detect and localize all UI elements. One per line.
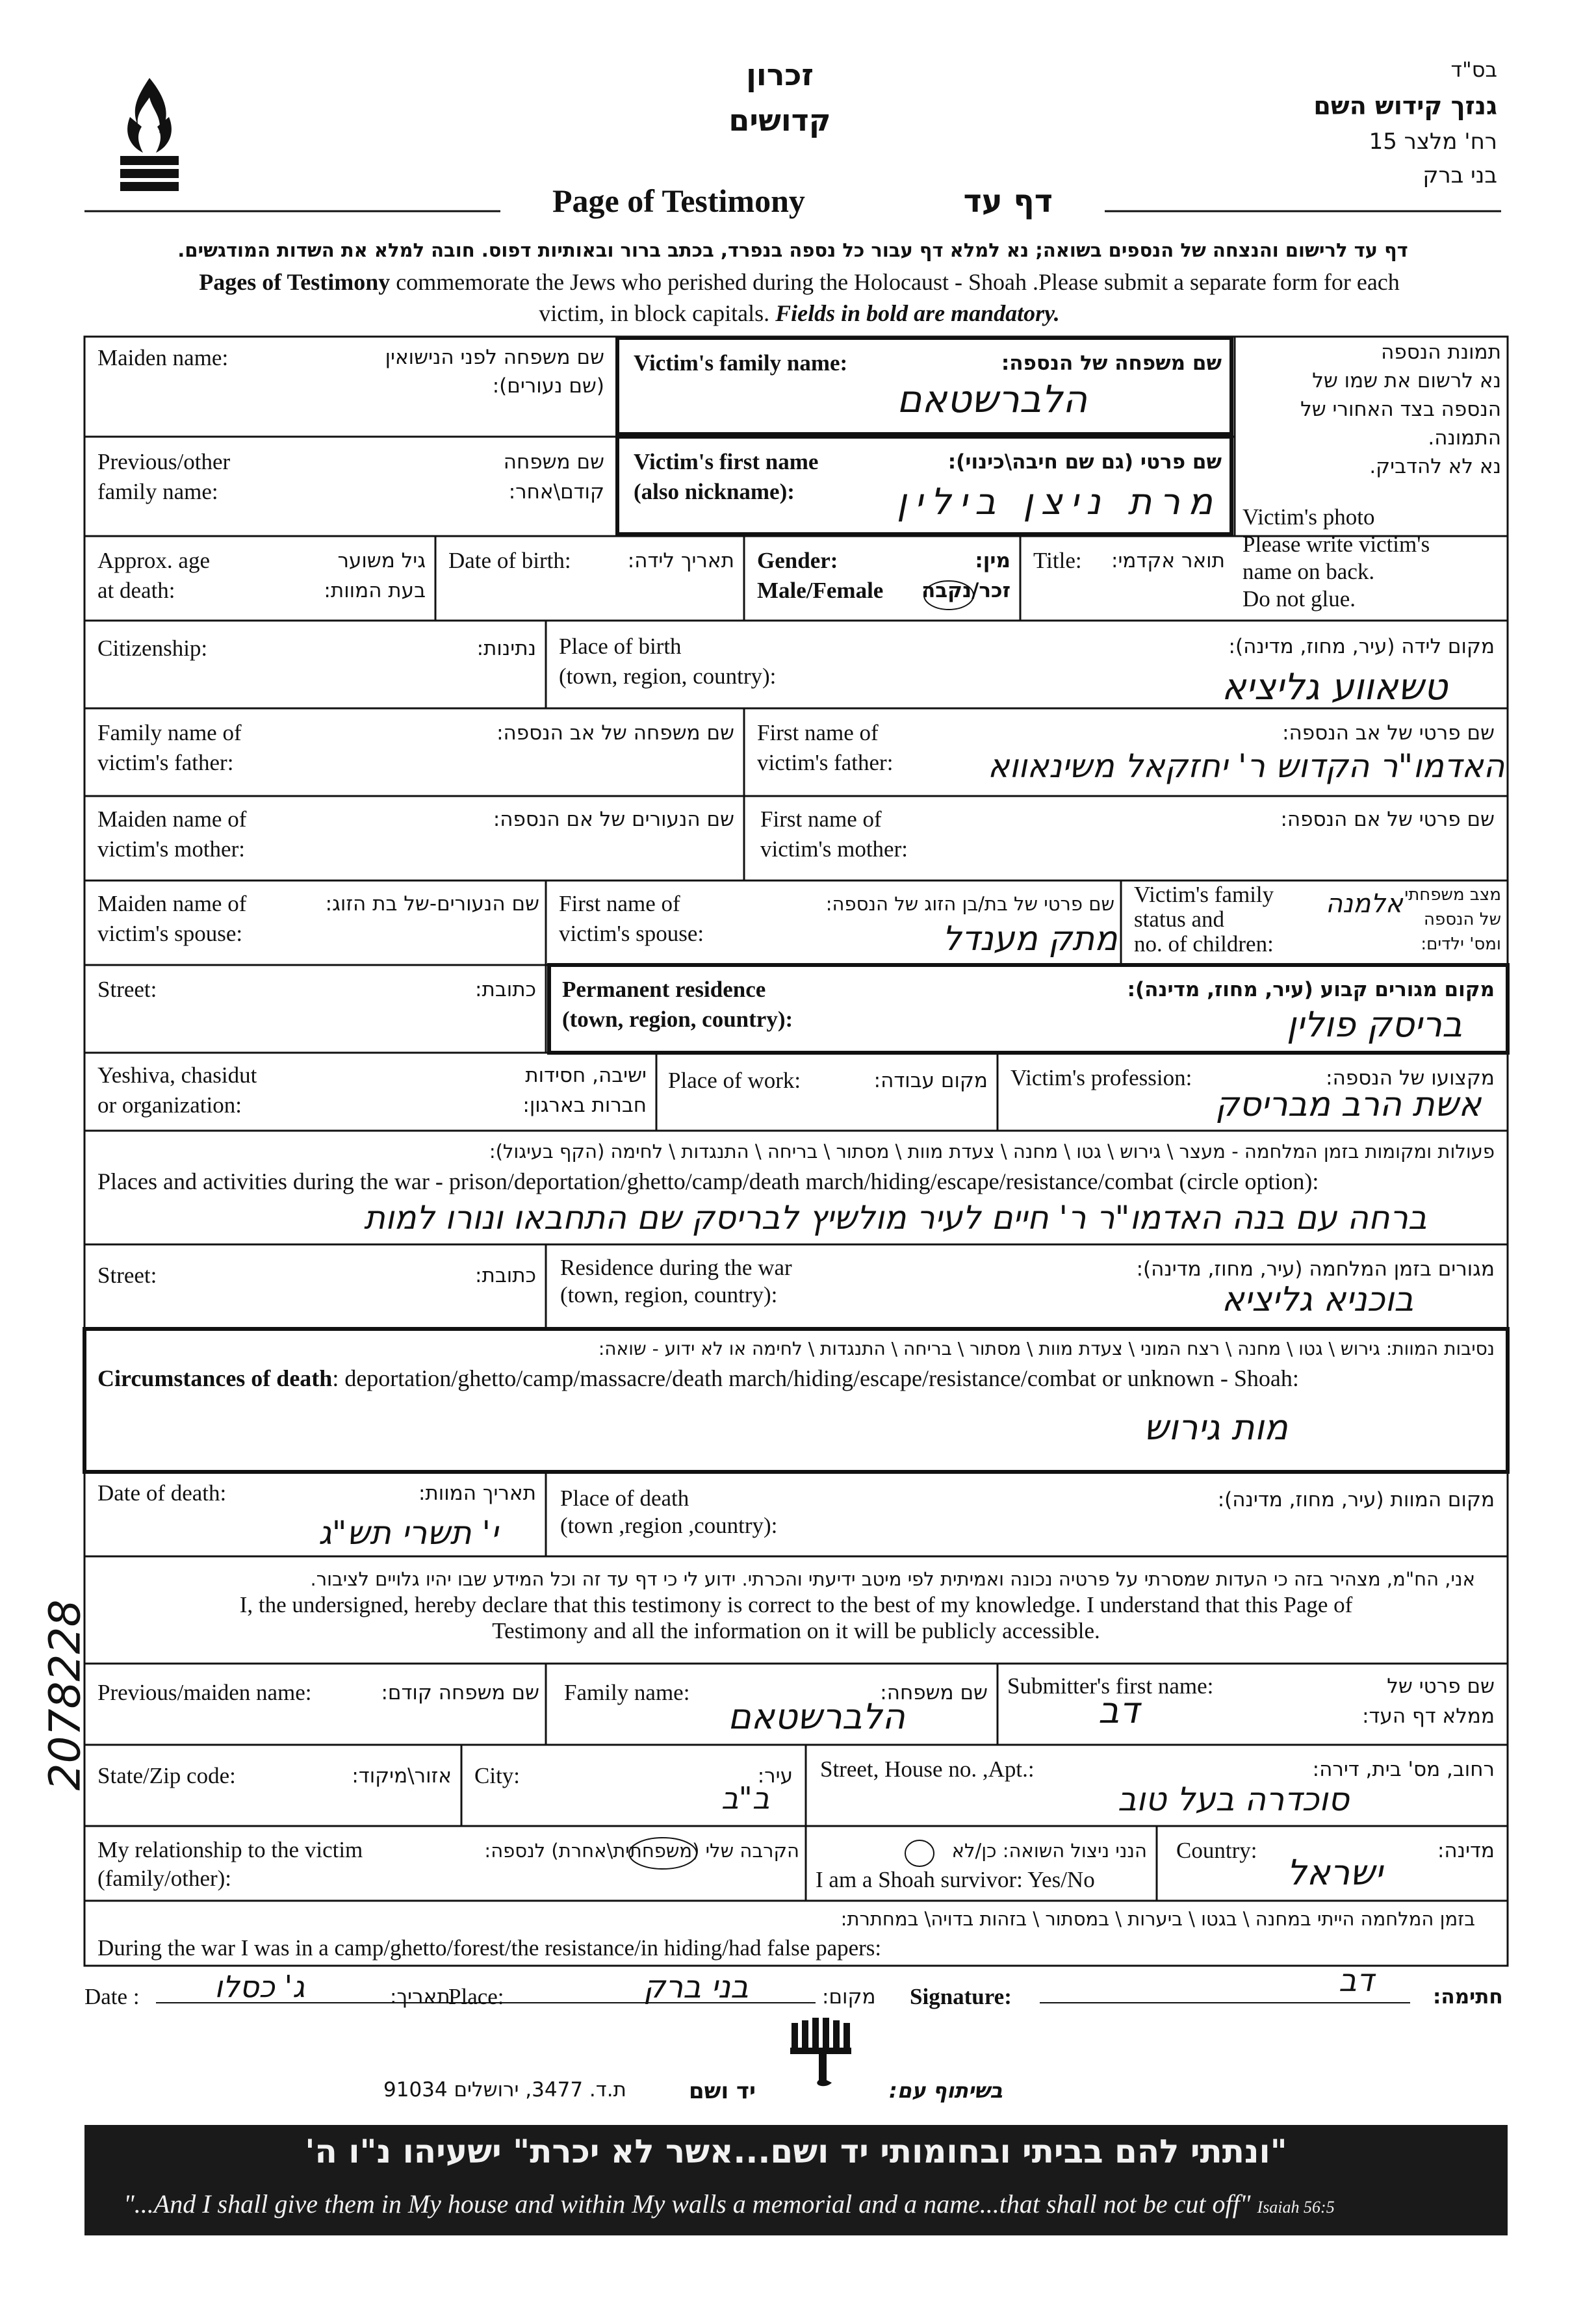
perm-res-label-2: (town, region, country):: [562, 1007, 793, 1032]
yeshiva-label-he: [455, 1061, 647, 1120]
street-house-value[interactable]: סוכדרה בעל טוב: [1118, 1781, 1350, 1818]
yad-vashem-address: ת.ד. 3477, ירושלים 91034: [383, 2078, 626, 2102]
activities-value[interactable]: ברחה עם בנה האדמו"ר ר' חיים לעיר מולשיץ לבריסק שם התחבאו ונורו למות: [364, 1199, 1427, 1237]
signature-label-he: חתימה:: [1433, 1985, 1503, 2009]
prev-family-he-1: שם משפחה: [503, 450, 604, 474]
gender-label: [757, 546, 883, 606]
prev-family-label-2: family name:: [97, 479, 218, 504]
circumstances-label: [97, 1363, 1299, 1393]
spouse-maiden-label-he: שם הנעורים-של בת הזוג:: [325, 892, 539, 916]
activities-label-he: פעולות ומקומות בזמן המלחמה - מעצר \ גירוש \ גטו \ מחנה \ צעדת מוות \ מסתור \ בריחה \ התנגדות \ לחימה (הקף בעיגול):: [489, 1140, 1495, 1163]
profession-value[interactable]: אשת הרב מבריסק: [1215, 1085, 1482, 1124]
spouse-first-label-1: First name of: [559, 891, 680, 916]
family-status-label-3: no. of children:: [1134, 931, 1274, 957]
photo-he-2: נא לרשום את שמו של: [1312, 369, 1501, 392]
mother-maiden-label-1: Maiden name of: [97, 806, 247, 832]
victim-family-label: Victim's family name:: [634, 350, 848, 376]
yeshiva-label: [97, 1061, 257, 1120]
signature-value[interactable]: דב: [1339, 1962, 1374, 1999]
spouse-maiden-label-1: Maiden name of: [97, 891, 247, 916]
banner-hebrew: "ונתתי להם בביתי ובחומותי יד ושם...אשר לא יכרת" ישעיהו נ"ו ה': [305, 2133, 1287, 2170]
city-value[interactable]: ב"ב: [721, 1781, 770, 1816]
photo-en-3: name on back.: [1242, 559, 1375, 584]
father-first-label-2: victim's father:: [757, 750, 894, 775]
quote-banner: [84, 2125, 1508, 2235]
yad-vashem-logo: [786, 2018, 858, 2096]
country-label: Country:: [1176, 1838, 1257, 1863]
profession-label-he: מקצועו של הנספה:: [1326, 1066, 1495, 1090]
declaration-en-1: I, the undersigned, hereby declare that this testimony is correct to the best of my knowledge. I understand that this Page of: [239, 1592, 1353, 1617]
declaration-en-2: Testimony and all the information on it will be publicly accessible.: [492, 1618, 1100, 1643]
dod-label-he: תאריך המוות:: [418, 1482, 536, 1505]
photo-he-3: הנספה בצד האחורי של: [1300, 398, 1501, 421]
victim-first-value[interactable]: מרת ניצן בילין: [897, 481, 1220, 523]
street-label: Street:: [97, 977, 157, 1002]
center-title-line2: קדושים: [728, 103, 831, 138]
dod-label: Date of death:: [97, 1480, 227, 1506]
pob-label-he: מקום לידה (עיר, מחוז, מדינה):: [1228, 635, 1495, 658]
center-title-line1: זכרון: [746, 57, 814, 92]
citizenship-label-he: נתינות:: [476, 637, 536, 660]
profession-label: Victim's profession:: [1010, 1065, 1192, 1090]
org-address: רח' מלצר 15: [1369, 129, 1497, 155]
father-family-label-2: victim's father:: [97, 750, 234, 775]
mother-maiden-label-he: שם הנעורים של אם הנספה:: [493, 808, 734, 831]
intro-mandatory: Fields in bold are mandatory.: [775, 300, 1060, 326]
yeshiva-label-2: or organization:: [97, 1092, 242, 1118]
pob-label-2: (town, region, country):: [559, 663, 777, 689]
title-label: Title:: [1033, 548, 1082, 573]
father-first-value[interactable]: האדמו"ר הקדוש ר' יחזקאל משינאווא: [988, 747, 1505, 785]
family-status-he-2: של הנספה: [1424, 910, 1501, 929]
victim-first-label: [634, 447, 818, 507]
pob-label: [559, 632, 776, 691]
family-status-label-1: Victim's family: [1134, 882, 1274, 907]
relationship-label-he[interactable]: הקרבה שלי (משפחתית\אחרת) לנספה:: [484, 1840, 799, 1862]
victim-family-value[interactable]: הלברשטאם: [897, 377, 1088, 421]
sub-family-label: Family name:: [564, 1680, 690, 1705]
age-label-he: [279, 546, 426, 606]
yeshiva-he-2: חברות בארגון:: [522, 1094, 647, 1117]
pod-label-2: (town ,region ,country):: [560, 1513, 778, 1538]
prev-family-he-2: קודם\אחר:: [508, 480, 604, 504]
maiden-name-label: Maiden name:: [97, 345, 229, 370]
perm-res-label-he: מקום מגורים קבוע (עיר, מחוז, מדינה):: [1127, 978, 1495, 1001]
place-value[interactable]: בני ברק: [643, 1969, 749, 2005]
relationship-label-1: My relationship to the victim: [97, 1837, 363, 1862]
photo-en-4: Do not glue.: [1242, 586, 1356, 611]
victim-first-label-he: שם פרטי (גם שם חיבה\כינוי):: [947, 450, 1222, 474]
photo-en-1: Victim's photo: [1242, 504, 1375, 530]
mother-first-label: [760, 804, 908, 864]
spouse-maiden-label: [97, 889, 246, 949]
gender-he-1: מין:: [975, 549, 1010, 573]
perm-res-value[interactable]: בריסק פולין: [1287, 1004, 1463, 1045]
declaration-he: אני, הח"מ, מצהיר בזה כי העדות שמסרתי על פרטיה נכונה ואמיתית לפי מיטב ידיעתי והכרתי. ידוע לי כי דף עד זה וכל המידע שבו יהיו גלויים לציבור.: [310, 1568, 1475, 1590]
intro-hebrew: דף עד לרישום והנצחה של הנספים בשואה; נא למלא דף עבור כל נספה בנפרד, בכתב ברור ובאותיות דפוס. חובה למלא את השדות המודגשים.: [177, 239, 1408, 261]
father-first-label-1: First name of: [757, 720, 879, 745]
victim-first-label-1: Victim's first name: [634, 449, 819, 474]
perm-res-label: [562, 975, 793, 1035]
intro-line2: victim, in block capitals.: [539, 300, 776, 326]
war-res-label: [560, 1254, 792, 1309]
prev-family-label-1: Previous/other: [97, 449, 231, 474]
age-he-1: גיל משוער: [337, 549, 426, 573]
street-house-label: Street, House no. ,Apt.:: [820, 1756, 1035, 1782]
family-status-label-2: status and: [1134, 907, 1225, 932]
war-res-label-2: (town, region, country):: [560, 1282, 778, 1307]
photo-he-4: התמונה.: [1428, 426, 1501, 450]
citizenship-label: Citizenship:: [97, 636, 208, 661]
date-value[interactable]: ג' כסלו: [214, 1969, 305, 2004]
spouse-first-label-he: שם פרטי של בת/בן הזוג של הנספה:: [825, 893, 1114, 915]
declaration-en: [97, 1592, 1495, 1644]
place-label-he: מקום:: [822, 1985, 876, 2009]
gender-he-2[interactable]: זכר/נקבה: [921, 579, 1010, 602]
zip-label-he: אזור\מיקוד:: [352, 1764, 452, 1788]
family-status-he-1: מצב משפחתי: [1404, 885, 1501, 905]
war-street-label: Street:: [97, 1263, 157, 1288]
circumstances-label-he: נסיבות המוות: גירוש \ גטו \ מחנה \ רצח המוני \ צעדת מוות \ מסתור \ בריחה \ התנגדות \ לחימה או לא ידוע - שואה:: [598, 1338, 1495, 1359]
father-first-label: [757, 718, 893, 778]
war-me-label-he: בזמן המלחמה הייתי במחנה \ בגטו \ ביערות \ במסתור \ בזהות בדויה\ במחתרת:: [840, 1908, 1475, 1930]
circumstances-value[interactable]: מות גירוש: [1144, 1407, 1288, 1448]
war-res-label-1: Residence during the war: [560, 1255, 792, 1280]
pod-label-he: מקום המוות (עיר, מחוז, מדינה):: [1217, 1488, 1495, 1512]
org-name: גנזך קידוש השם: [1313, 92, 1497, 120]
age-label: [97, 546, 210, 606]
war-me-label: During the war I was in a camp/ghetto/forest/the resistance/in hiding/had false papers:: [97, 1935, 882, 1961]
gender-label-2: Male/Female: [757, 578, 884, 603]
dob-label: Date of birth:: [448, 548, 571, 573]
sub-first-he-2: ממלא דף העד:: [1362, 1705, 1495, 1728]
circumstances-label-rest: : deportation/ghetto/camp/massacre/death march/hiding/escape/resistance/combat or unknown - Shoah:: [332, 1365, 1299, 1391]
zip-label: State/Zip code:: [97, 1763, 236, 1788]
pob-value[interactable]: טשאווע גליציא: [1222, 666, 1448, 708]
page-title-en: Page of Testimony: [552, 183, 805, 219]
photo-he-5: נא לא להדביק.: [1369, 455, 1501, 478]
city-label-he: עיר:: [757, 1764, 793, 1788]
prev-family-label-he: [455, 447, 604, 507]
sub-family-label-he: שם משפחה:: [880, 1681, 988, 1705]
city-label: City:: [474, 1763, 521, 1788]
pod-label: [560, 1485, 777, 1539]
country-label-he: מדינה:: [1437, 1839, 1495, 1862]
sub-prev-label: Previous/maiden name:: [97, 1680, 312, 1705]
age-label-1: Approx. age: [97, 548, 211, 573]
sub-first-value[interactable]: דב: [1098, 1690, 1139, 1732]
street-label-he: כתובת:: [475, 978, 536, 1001]
survivor-label-he[interactable]: הנני ניצול השואה: כן/לא: [951, 1840, 1147, 1862]
street-house-label-he: רחוב, מס' בית, דירה:: [1312, 1758, 1495, 1781]
sub-first-label: Submitter's first name:: [1007, 1673, 1214, 1699]
dob-label-he: תאריך לידה:: [627, 549, 734, 573]
menorah-icon: [786, 2018, 858, 2096]
photo-instructions-en: [1242, 504, 1430, 613]
bsd-mark: בס"ד: [1450, 57, 1497, 82]
family-status-he-3: ומס' ילדים:: [1421, 934, 1501, 954]
place-label: Place:: [448, 1984, 504, 2009]
signature-label: Signature:: [910, 1984, 1012, 2009]
father-family-label-1: Family name of: [97, 720, 242, 745]
spouse-maiden-label-2: victim's spouse:: [97, 921, 243, 946]
relationship-label: [97, 1836, 363, 1893]
activities-label: Places and activities during the war - prison/deportation/ghetto/camp/death march/hiding/escape/resistance/combat (circle option):: [97, 1168, 1319, 1194]
date-label: Date :: [84, 1984, 140, 2009]
dod-value[interactable]: י' תשרי תש"ג: [318, 1514, 498, 1552]
sub-prev-label-he: שם משפחה קודם:: [381, 1681, 539, 1705]
photo-en-2: Please write victim's: [1242, 532, 1430, 557]
side-number: 2078228: [40, 1599, 90, 1791]
intro-line1: commemorate the Jews who perished during the Holocaust - Shoah .Please submit a separate form for each: [390, 269, 1400, 295]
title-label-he: תואר אקדמי:: [1111, 549, 1225, 573]
perm-res-label-1: Permanent residence: [562, 977, 766, 1002]
father-first-label-he: שם פרטי של אב הנספה:: [1282, 721, 1495, 745]
work-label-he: מקום עבודה:: [873, 1069, 988, 1092]
family-status-value[interactable]: אלמנה: [1326, 889, 1403, 919]
spouse-first-value[interactable]: מתק מענדל: [942, 920, 1118, 959]
spouse-first-label-2: victim's spouse:: [559, 921, 704, 946]
country-value[interactable]: ישראל: [1287, 1852, 1383, 1893]
war-res-label-he: מגורים בזמן המלחמה (עיר, מחוז, מדינה):: [1136, 1257, 1495, 1281]
relationship-label-2: (family/other):: [97, 1866, 232, 1891]
partner-label: בשיתוף עם:: [889, 2078, 1003, 2103]
war-res-value[interactable]: בוכניא גליציא: [1222, 1280, 1414, 1319]
age-label-2: at death:: [97, 578, 175, 603]
date-label-he: תאריך:: [390, 1985, 450, 2009]
work-label: Place of work:: [668, 1068, 801, 1093]
sub-family-value[interactable]: הלברשטאם: [728, 1696, 905, 1737]
mother-first-label-1: First name of: [760, 806, 882, 832]
banner-english-text: "...And I shall give them in My house and within My walls a memorial and a name...that shall not be cut off": [123, 2189, 1251, 2219]
photo-he-1: תמונת הנספה: [1381, 341, 1501, 364]
intro-bold-lead: Pages of Testimony: [199, 269, 391, 295]
mother-first-label-he: שם פרטי של אם הנספה:: [1280, 808, 1495, 831]
banner-reference: Isaiah 56:5: [1257, 2198, 1335, 2217]
war-street-label-he: כתובת:: [475, 1264, 536, 1287]
spouse-first-label: [559, 889, 704, 949]
age-he-2: בעת המוות:: [324, 579, 426, 602]
father-family-label-he: שם משפחה של אב הנספה:: [496, 721, 734, 745]
yad-vashem-name: יד ושם: [689, 2078, 756, 2104]
father-family-label: [97, 718, 242, 778]
page-title-he: דף עד: [963, 183, 1053, 220]
org-city: בני ברק: [1422, 162, 1497, 188]
victim-first-label-2: (also nickname):: [634, 479, 795, 504]
banner-english: [123, 2189, 1488, 2219]
sub-first-label-he: [1352, 1671, 1495, 1731]
maiden-name-label-he: שם משפחה לפני הנישואין (שם נעורים):: [385, 346, 604, 398]
mother-maiden-label-2: victim's mother:: [97, 836, 245, 862]
prev-family-label: [97, 447, 230, 507]
gender-label-1: Gender:: [757, 548, 838, 573]
pod-label-1: Place of death: [560, 1486, 689, 1511]
mother-maiden-label: [97, 804, 246, 864]
survivor-label: I am a Shoah survivor: Yes/No: [816, 1867, 1095, 1892]
yeshiva-he-1: ישיבה, חסידות: [525, 1064, 647, 1087]
family-status-label: [1134, 882, 1274, 957]
photo-instructions-he: [1241, 338, 1501, 481]
yeshiva-label-1: Yeshiva, chasidut: [97, 1062, 257, 1088]
circumstances-label-bold: Circumstances of death: [97, 1365, 333, 1391]
gender-label-he: [910, 546, 1010, 606]
pob-label-1: Place of birth: [559, 634, 682, 659]
sub-first-he-1: שם פרטי של: [1387, 1675, 1495, 1698]
mother-first-label-2: victim's mother:: [760, 836, 908, 862]
victim-family-label-he: שם משפחה של הנספה:: [1001, 352, 1222, 375]
